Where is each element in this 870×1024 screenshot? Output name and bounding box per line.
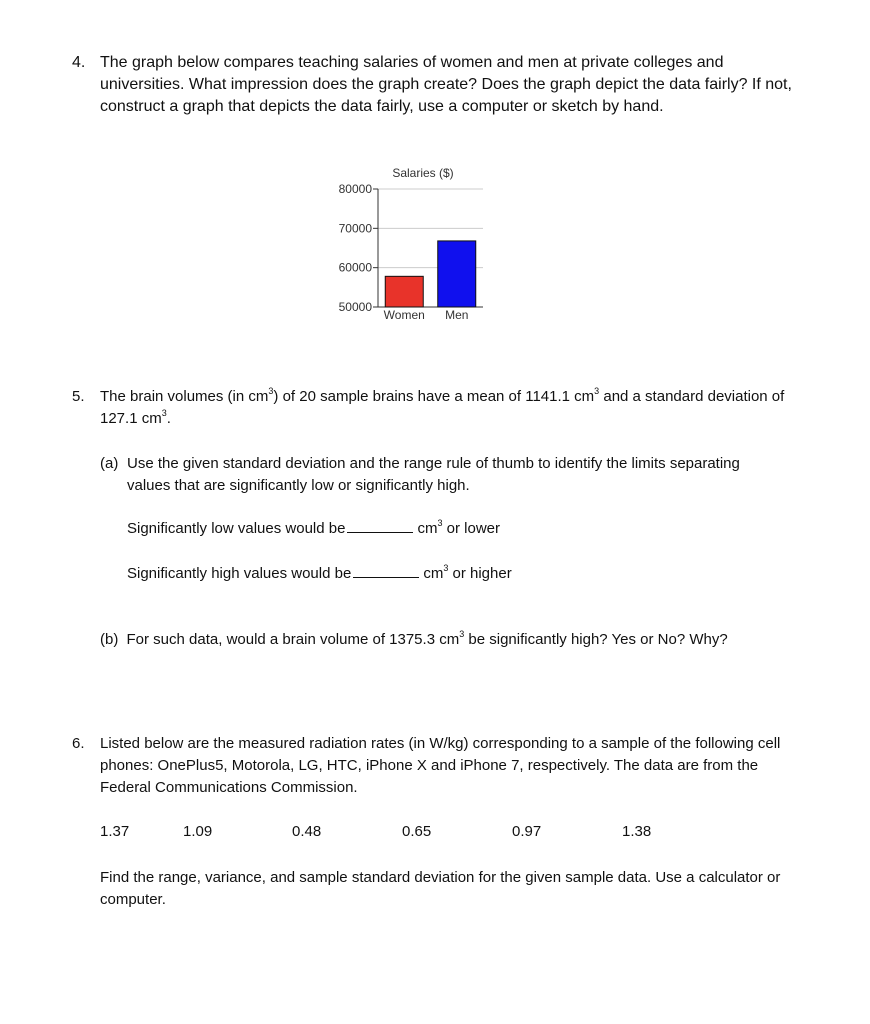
data-value: 1.09 bbox=[183, 823, 213, 840]
question-6-text: Listed below are the measured radiation rates (in W/kg) corresponding to a sample of the following cell phones: OnePlus5, Motorola, LG, HTC, iPhone X and iPhone 7, respectively. The data are from the Federal Communications Commission. bbox=[100, 735, 781, 796]
data-value: 1.38 bbox=[622, 823, 652, 840]
y-tick-label: 70000 bbox=[338, 221, 372, 236]
salaries-bar-chart bbox=[330, 160, 500, 330]
x-category-label: Men bbox=[445, 308, 469, 322]
chart-bars bbox=[385, 241, 476, 307]
chart-category-labels bbox=[384, 308, 469, 322]
high-values-suffix: or higher bbox=[448, 565, 512, 582]
question-4 bbox=[72, 52, 802, 118]
data-value: 0.48 bbox=[292, 823, 322, 840]
question-6-number: 6. bbox=[72, 735, 85, 752]
question-4-text: The graph below compares teaching salaries of women and men at private colleges and universities. What impression does the graph create? Does the graph depict the data fairly? If not, construct a graph that depicts the data fairly, use a computer or sketch by hand. bbox=[100, 54, 792, 115]
high-values-blank[interactable] bbox=[353, 563, 419, 578]
y-tick-label: 80000 bbox=[338, 182, 372, 196]
high-values-unit: cm bbox=[423, 565, 444, 582]
low-values-line: Significantly low values would be $cm^3$ or lower bbox=[127, 518, 500, 537]
bar-women bbox=[385, 276, 423, 307]
low-values-blank[interactable] bbox=[347, 518, 413, 533]
chart-ticks bbox=[339, 182, 378, 314]
question-4-number: 4. bbox=[72, 54, 86, 71]
question-5 bbox=[72, 386, 802, 430]
part-a-text: Use the given standard deviation and the range rule of thumb to identify the limits separating values that are significantly low or significantly high. bbox=[127, 455, 740, 494]
high-values-line: Significantly high values would be $cm^3$ or higher bbox=[127, 563, 512, 582]
y-tick-label: 50000 bbox=[338, 300, 372, 314]
x-category-label: Women bbox=[383, 308, 425, 322]
question-5a bbox=[100, 453, 780, 497]
high-values-prefix: Significantly high values would be bbox=[127, 565, 352, 582]
part-a-label: (a) bbox=[100, 455, 119, 472]
part-b-label: (b) bbox=[100, 631, 119, 648]
low-values-unit: cm bbox=[417, 520, 438, 537]
question-5-number: 5. bbox=[72, 388, 85, 405]
low-values-suffix: or lower bbox=[442, 520, 500, 537]
data-value: 1.37 bbox=[100, 823, 130, 840]
question-5-text: The brain volumes (in $cm^3$) of 20 sample brains have a mean of 1141.1 $cm^3$ and a standard deviation of 127.1 $cm^3$. bbox=[100, 386, 785, 427]
bar-men bbox=[438, 241, 476, 307]
data-value: 0.97 bbox=[512, 823, 542, 840]
question-5b bbox=[100, 629, 790, 651]
y-tick-label: 60000 bbox=[338, 260, 372, 275]
question-6-instruction: Find the range, variance, and sample standard deviation for the given sample data. Use a calculator or computer. bbox=[100, 869, 781, 908]
low-values-prefix: Significantly low values would be bbox=[127, 520, 346, 537]
question-6 bbox=[72, 733, 802, 799]
chart-title: Salaries ($) bbox=[392, 166, 454, 180]
part-b-text: For such data, would a brain volume of 1375.3 $cm^3$ be significantly high? Yes or No? Why? bbox=[126, 629, 728, 648]
data-value: 0.65 bbox=[402, 823, 432, 840]
